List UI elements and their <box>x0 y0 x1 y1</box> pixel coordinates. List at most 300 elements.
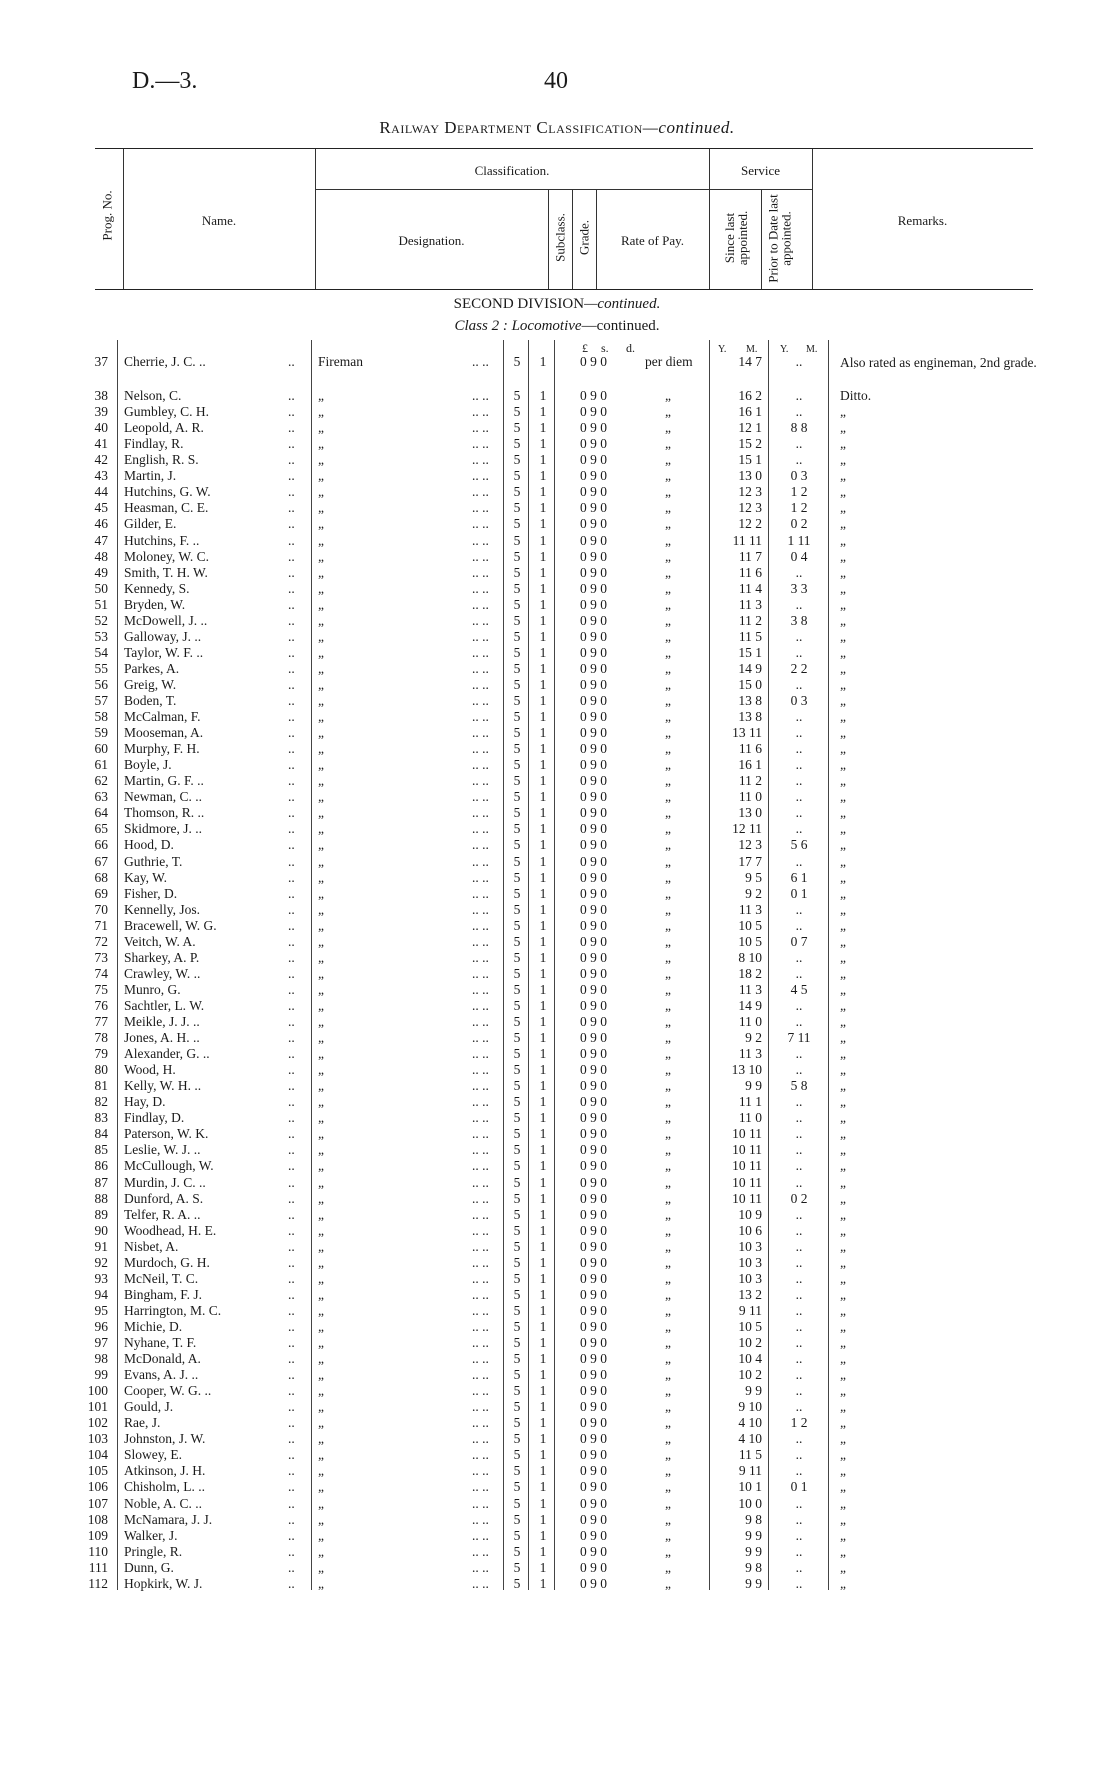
row-number: 78 <box>94 1030 108 1046</box>
leader-dots: .. .. <box>472 468 489 484</box>
row-name: Martin, G. F. .. <box>124 773 204 789</box>
row-pay-period: „ <box>665 1383 671 1399</box>
row-grade: 1 <box>539 1222 547 1238</box>
row-prior-to-date: 7 11 <box>787 1030 811 1046</box>
row-remarks: „ <box>840 1174 846 1190</box>
leader-dots: .. <box>288 1415 295 1431</box>
row-remarks: „ <box>840 853 846 869</box>
table-row <box>0 1287 1114 1303</box>
row-subclass: 5 <box>513 1367 521 1383</box>
row-number: 108 <box>87 1511 108 1527</box>
row-grade: 1 <box>539 1463 547 1479</box>
row-number: 95 <box>94 1302 108 1318</box>
row-number: 68 <box>94 869 108 885</box>
row-subclass: 5 <box>513 869 521 885</box>
leader-dots: .. .. <box>472 837 489 853</box>
row-prior-to-date: .. <box>795 1254 803 1270</box>
row-rate-of-pay: 0 9 0 <box>580 773 607 789</box>
leader-dots: .. <box>288 965 295 981</box>
row-rate-of-pay: 0 9 0 <box>580 532 607 548</box>
row-remarks: „ <box>840 1447 846 1463</box>
row-number: 64 <box>94 805 108 821</box>
leader-dots: .. .. <box>472 933 489 949</box>
row-designation: „ <box>318 885 324 901</box>
row-subclass: 5 <box>513 1575 521 1591</box>
table-row <box>0 1175 1114 1191</box>
row-prior-to-date: .. <box>795 1094 803 1110</box>
row-number: 56 <box>94 676 108 692</box>
row-number: 49 <box>94 564 108 580</box>
leader-dots: .. .. <box>472 1543 489 1559</box>
row-number: 97 <box>94 1335 108 1350</box>
row-pay-period: „ <box>665 821 671 837</box>
row-name: Bingham, F. J. <box>124 1286 203 1302</box>
row-since-last: 9 2 <box>745 885 762 901</box>
row-remarks: „ <box>840 789 846 805</box>
row-rate-of-pay: 0 9 0 <box>580 612 607 628</box>
leader-dots: .. .. <box>472 1078 489 1094</box>
leader-dots: .. .. <box>472 1447 489 1463</box>
row-prior-to-date: 5 8 <box>790 1078 808 1094</box>
leader-dots: .. .. <box>472 1254 489 1270</box>
row-name: Kay, W. <box>124 869 167 885</box>
row-subclass: 5 <box>513 837 521 853</box>
row-grade: 1 <box>539 1174 547 1190</box>
row-rate-of-pay: 0 9 0 <box>580 693 607 708</box>
row-subclass: 5 <box>513 1238 521 1254</box>
row-remarks: „ <box>840 452 846 468</box>
row-subclass: 5 <box>513 1270 521 1286</box>
row-remarks: „ <box>840 725 846 741</box>
leader-dots: .. .. <box>472 532 489 548</box>
row-prior-to-date: 0 1 <box>790 885 808 901</box>
row-rate-of-pay: 0 9 0 <box>580 1431 607 1447</box>
row-pay-period: „ <box>665 1351 671 1367</box>
row-prior-to-date: .. <box>795 757 803 773</box>
row-remarks: „ <box>840 532 846 548</box>
row-pay-period: „ <box>665 660 671 676</box>
row-since-last: 4 10 <box>738 1415 762 1431</box>
row-rate-of-pay: 0 9 0 <box>580 1110 607 1126</box>
row-rate-of-pay: 0 9 0 <box>580 981 607 997</box>
leader-dots: .. <box>288 1286 295 1302</box>
row-subclass: 5 <box>513 580 521 596</box>
row-designation: „ <box>318 1318 324 1334</box>
leader-dots: .. .. <box>472 901 489 917</box>
row-number: 70 <box>94 901 108 917</box>
row-since-last: 11 5 <box>738 628 762 644</box>
row-subclass: 5 <box>513 773 521 789</box>
row-grade: 1 <box>539 693 547 708</box>
row-pay-period: „ <box>665 1126 671 1142</box>
row-prior-to-date: 4 5 <box>790 981 808 997</box>
leader-dots: .. .. <box>472 1222 489 1238</box>
row-subclass: 5 <box>513 949 521 965</box>
row-number: 52 <box>94 612 108 628</box>
leader-dots: .. <box>288 1302 295 1318</box>
row-designation: „ <box>318 1206 324 1222</box>
leader-dots: .. .. <box>472 580 489 596</box>
leader-dots: .. <box>288 388 295 404</box>
leader-dots: .. <box>288 1479 295 1495</box>
row-designation: „ <box>318 869 324 885</box>
leader-dots: .. <box>288 1559 295 1575</box>
row-pay-period: „ <box>665 484 671 500</box>
row-rate-of-pay: 0 9 0 <box>580 644 607 660</box>
unit-years-since: Y. <box>718 344 727 355</box>
row-rate-of-pay: 0 9 0 <box>580 709 607 725</box>
leader-dots: .. .. <box>472 1399 489 1415</box>
row-remarks: „ <box>840 404 846 420</box>
row-designation: „ <box>318 1238 324 1254</box>
class-continued: —continued. <box>581 318 660 334</box>
row-since-last: 9 2 <box>745 1030 762 1046</box>
row-prior-to-date: .. <box>795 1318 803 1334</box>
row-pay-period: „ <box>665 1094 671 1110</box>
table-row <box>0 1046 1114 1062</box>
row-since-last: 10 3 <box>738 1238 762 1254</box>
row-pay-period: „ <box>665 997 671 1013</box>
row-pay-period: „ <box>665 869 671 885</box>
leader-dots: .. .. <box>472 1367 489 1383</box>
row-grade: 1 <box>539 1062 547 1078</box>
row-remarks: „ <box>840 693 846 708</box>
row-remarks: „ <box>840 628 846 644</box>
row-prior-to-date: .. <box>795 1206 803 1222</box>
row-since-last: 14 7 <box>738 354 762 369</box>
row-remarks: „ <box>840 805 846 821</box>
table-row <box>0 1223 1114 1239</box>
row-prior-to-date: 0 3 <box>790 693 808 708</box>
table-row <box>0 533 1114 549</box>
row-designation: „ <box>318 1447 324 1463</box>
row-designation: „ <box>318 580 324 596</box>
row-prior-to-date: .. <box>795 901 803 917</box>
leader-dots: .. <box>288 1174 295 1190</box>
leader-dots: .. .. <box>472 1142 489 1158</box>
row-name: McDonald, A. <box>124 1351 201 1367</box>
row-designation: „ <box>318 404 324 420</box>
row-number: 51 <box>94 596 108 612</box>
row-designation: „ <box>318 628 324 644</box>
row-prior-to-date: .. <box>795 1046 803 1062</box>
leader-dots: .. <box>288 354 295 369</box>
leader-dots: .. .. <box>472 1270 489 1286</box>
leader-dots: .. <box>288 1222 295 1238</box>
leader-dots: .. .. <box>472 548 489 564</box>
row-pay-period: „ <box>665 1014 671 1029</box>
row-remarks: „ <box>840 1094 846 1110</box>
row-remarks: „ <box>840 1142 846 1158</box>
row-grade: 1 <box>539 354 547 369</box>
row-prior-to-date: .. <box>795 1142 803 1158</box>
row-since-last: 10 0 <box>738 1495 762 1511</box>
row-since-last: 11 1 <box>738 1094 762 1110</box>
row-designation: „ <box>318 901 324 917</box>
leader-dots: .. .. <box>472 1174 489 1190</box>
row-designation: „ <box>318 1527 324 1543</box>
row-remarks: „ <box>840 1351 846 1367</box>
table-row <box>0 484 1114 500</box>
leader-dots: .. .. <box>472 1463 489 1479</box>
row-prior-to-date: .. <box>795 1286 803 1302</box>
row-name: Harrington, M. C. <box>124 1302 222 1318</box>
title-main: Railway Department Classification <box>379 118 643 137</box>
row-rate-of-pay: 0 9 0 <box>580 1270 607 1286</box>
row-designation: „ <box>318 949 324 965</box>
row-name: Moloney, W. C. <box>124 548 210 564</box>
row-pay-period: „ <box>665 1527 671 1543</box>
table-row <box>0 516 1114 532</box>
row-pay-period: „ <box>665 693 671 708</box>
row-number: 93 <box>94 1270 108 1286</box>
row-prior-to-date: .. <box>795 1126 803 1142</box>
row-since-last: 15 2 <box>738 436 762 452</box>
leader-dots: .. <box>288 1463 295 1479</box>
row-remarks: „ <box>840 1367 846 1383</box>
row-name: Nelson, C. <box>124 388 182 404</box>
leader-dots: .. .. <box>472 436 489 452</box>
row-grade: 1 <box>539 1254 547 1270</box>
row-pay-period: „ <box>665 837 671 853</box>
leader-dots: .. <box>288 1046 295 1062</box>
row-grade: 1 <box>539 709 547 725</box>
row-rate-of-pay: 0 9 0 <box>580 1463 607 1479</box>
row-rate-of-pay: 0 9 0 <box>580 741 607 757</box>
row-name: Evans, A. J. .. <box>124 1367 199 1383</box>
row-rate-of-pay: 0 9 0 <box>580 805 607 821</box>
row-subclass: 5 <box>513 1479 521 1495</box>
row-number: 38 <box>94 388 108 404</box>
row-number: 104 <box>87 1447 108 1463</box>
leader-dots: .. .. <box>472 741 489 757</box>
header-rate-of-pay: Rate of Pay. <box>620 233 685 248</box>
row-number: 85 <box>94 1142 108 1158</box>
row-prior-to-date: .. <box>795 1302 803 1318</box>
row-pay-period: „ <box>665 1302 671 1318</box>
row-grade: 1 <box>539 917 547 933</box>
leader-dots: .. .. <box>472 1511 489 1527</box>
row-pay-period: „ <box>665 1206 671 1222</box>
row-grade: 1 <box>539 853 547 869</box>
leader-dots: .. <box>288 725 295 741</box>
row-designation: „ <box>318 1110 324 1126</box>
row-pay-period: „ <box>665 468 671 484</box>
row-name: Bracewell, W. G. <box>124 917 217 933</box>
leader-dots: .. <box>288 516 295 532</box>
table-row <box>0 693 1114 709</box>
row-name: Gould, J. <box>124 1399 174 1415</box>
row-name: Findlay, D. <box>124 1110 185 1126</box>
row-remarks: „ <box>840 1527 846 1543</box>
row-designation: „ <box>318 1431 324 1447</box>
table-row <box>0 934 1114 950</box>
table-row <box>0 1255 1114 1271</box>
row-designation: „ <box>318 516 324 532</box>
leader-dots: .. <box>288 1543 295 1559</box>
leader-dots: .. .. <box>472 709 489 725</box>
row-grade: 1 <box>539 885 547 901</box>
row-since-last: 9 9 <box>745 1575 762 1591</box>
row-designation: „ <box>318 1351 324 1367</box>
row-pay-period: „ <box>665 725 671 741</box>
row-subclass: 5 <box>513 901 521 917</box>
row-rate-of-pay: 0 9 0 <box>580 1158 607 1174</box>
row-prior-to-date: .. <box>795 965 803 981</box>
row-designation: „ <box>318 1415 324 1431</box>
row-remarks: „ <box>840 1254 846 1270</box>
row-designation: „ <box>318 1302 324 1318</box>
leader-dots: .. <box>288 484 295 500</box>
row-name: Smith, T. H. W. <box>124 564 208 580</box>
row-prior-to-date: .. <box>795 1527 803 1543</box>
row-number: 82 <box>94 1094 108 1110</box>
row-subclass: 5 <box>513 853 521 869</box>
row-prior-to-date: 3 3 <box>790 580 808 596</box>
row-pay-period: „ <box>665 789 671 805</box>
row-subclass: 5 <box>513 965 521 981</box>
row-since-last: 13 10 <box>731 1062 762 1078</box>
row-subclass: 5 <box>513 1190 521 1206</box>
table-row <box>0 1062 1114 1078</box>
leader-dots: .. <box>288 1399 295 1415</box>
row-prior-to-date: .. <box>795 1447 803 1463</box>
leader-dots: .. <box>288 1126 295 1142</box>
row-grade: 1 <box>539 1543 547 1559</box>
table-row <box>0 837 1114 853</box>
row-remarks: „ <box>840 1222 846 1238</box>
row-designation: „ <box>318 709 324 725</box>
row-rate-of-pay: 0 9 0 <box>580 965 607 981</box>
row-name: Meikle, J. J. .. <box>124 1014 200 1029</box>
row-prior-to-date: .. <box>795 1014 803 1029</box>
row-grade: 1 <box>539 981 547 997</box>
row-number: 53 <box>94 628 108 644</box>
row-prior-to-date: 0 4 <box>790 548 808 564</box>
row-designation: „ <box>318 1270 324 1286</box>
leader-dots: .. .. <box>472 1335 489 1350</box>
title-continued: —continued. <box>642 118 735 137</box>
row-since-last: 11 3 <box>738 901 762 917</box>
row-grade: 1 <box>539 452 547 468</box>
leader-dots: .. <box>288 901 295 917</box>
row-remarks: „ <box>840 1286 846 1302</box>
row-since-last: 11 6 <box>738 741 762 757</box>
row-grade: 1 <box>539 1415 547 1431</box>
row-remarks: „ <box>840 436 846 452</box>
row-remarks: „ <box>840 1270 846 1286</box>
leader-dots: .. <box>288 580 295 596</box>
row-grade: 1 <box>539 644 547 660</box>
leader-dots: .. .. <box>472 693 489 708</box>
row-since-last: 12 3 <box>738 500 762 516</box>
row-grade: 1 <box>539 1014 547 1029</box>
row-pay-period: „ <box>665 532 671 548</box>
row-remarks: „ <box>840 484 846 500</box>
row-prior-to-date: .. <box>795 436 803 452</box>
row-subclass: 5 <box>513 548 521 564</box>
row-pay-period: „ <box>665 1190 671 1206</box>
leader-dots: .. <box>288 676 295 692</box>
row-grade: 1 <box>539 1511 547 1527</box>
row-name: Boden, T. <box>124 693 177 708</box>
row-since-last: 11 5 <box>738 1447 762 1463</box>
row-since-last: 13 2 <box>738 1286 762 1302</box>
row-rate-of-pay: 0 9 0 <box>580 997 607 1013</box>
header-subclass: Subclass. <box>552 213 568 262</box>
row-prior-to-date: .. <box>795 596 803 612</box>
row-grade: 1 <box>539 949 547 965</box>
row-since-last: 13 0 <box>738 468 762 484</box>
row-since-last: 9 10 <box>738 1399 762 1415</box>
row-prior-to-date: 8 8 <box>790 420 808 436</box>
row-rate-of-pay: 0 9 0 <box>580 1543 607 1559</box>
row-designation: „ <box>318 548 324 564</box>
row-remarks: „ <box>840 1126 846 1142</box>
leader-dots: .. <box>288 837 295 853</box>
row-since-last: 12 3 <box>738 837 762 853</box>
row-since-last: 16 2 <box>738 388 762 404</box>
row-rate-of-pay: 0 9 0 <box>580 1318 607 1334</box>
row-pay-period: „ <box>665 933 671 949</box>
row-subclass: 5 <box>513 1078 521 1094</box>
row-name: Dunn, G. <box>124 1559 174 1575</box>
row-remarks: „ <box>840 660 846 676</box>
row-designation: „ <box>318 837 324 853</box>
table-row <box>0 645 1114 661</box>
leader-dots: .. <box>288 805 295 821</box>
row-since-last: 9 8 <box>745 1559 762 1575</box>
row-since-last: 9 9 <box>745 1078 762 1094</box>
leader-dots: .. <box>288 1062 295 1078</box>
page-title <box>0 118 1114 138</box>
table-row <box>0 565 1114 581</box>
row-prior-to-date: .. <box>795 1575 803 1591</box>
leader-dots: .. <box>288 773 295 789</box>
table-row <box>0 918 1114 934</box>
row-prior-to-date: 3 8 <box>790 612 808 628</box>
row-name: Noble, A. C. .. <box>124 1495 203 1511</box>
row-number: 77 <box>94 1014 108 1029</box>
leader-dots: .. .. <box>472 1190 489 1206</box>
row-number: 45 <box>94 500 108 516</box>
leader-dots: .. .. <box>472 1415 489 1431</box>
row-since-last: 11 7 <box>738 548 762 564</box>
row-prior-to-date: .. <box>795 1495 803 1511</box>
row-prior-to-date: .. <box>795 997 803 1013</box>
row-grade: 1 <box>539 1142 547 1158</box>
row-number: 89 <box>94 1206 108 1222</box>
row-subclass: 5 <box>513 1447 521 1463</box>
row-number: 47 <box>94 532 108 548</box>
row-prior-to-date: .. <box>795 1158 803 1174</box>
row-since-last: 11 11 <box>732 532 762 548</box>
row-designation: „ <box>318 773 324 789</box>
row-rate-of-pay: 0 9 0 <box>580 1174 607 1190</box>
row-remarks: „ <box>840 1479 846 1495</box>
row-prior-to-date: 1 2 <box>790 500 808 516</box>
row-remarks: „ <box>840 1158 846 1174</box>
leader-dots: .. .. <box>472 452 489 468</box>
row-pay-period: „ <box>665 548 671 564</box>
row-designation: „ <box>318 853 324 869</box>
row-subclass: 5 <box>513 1110 521 1126</box>
row-name: Hood, D. <box>124 837 174 853</box>
leader-dots: .. .. <box>472 1527 489 1543</box>
leader-dots: .. <box>288 644 295 660</box>
row-prior-to-date: .. <box>795 949 803 965</box>
leader-dots: .. .. <box>472 628 489 644</box>
